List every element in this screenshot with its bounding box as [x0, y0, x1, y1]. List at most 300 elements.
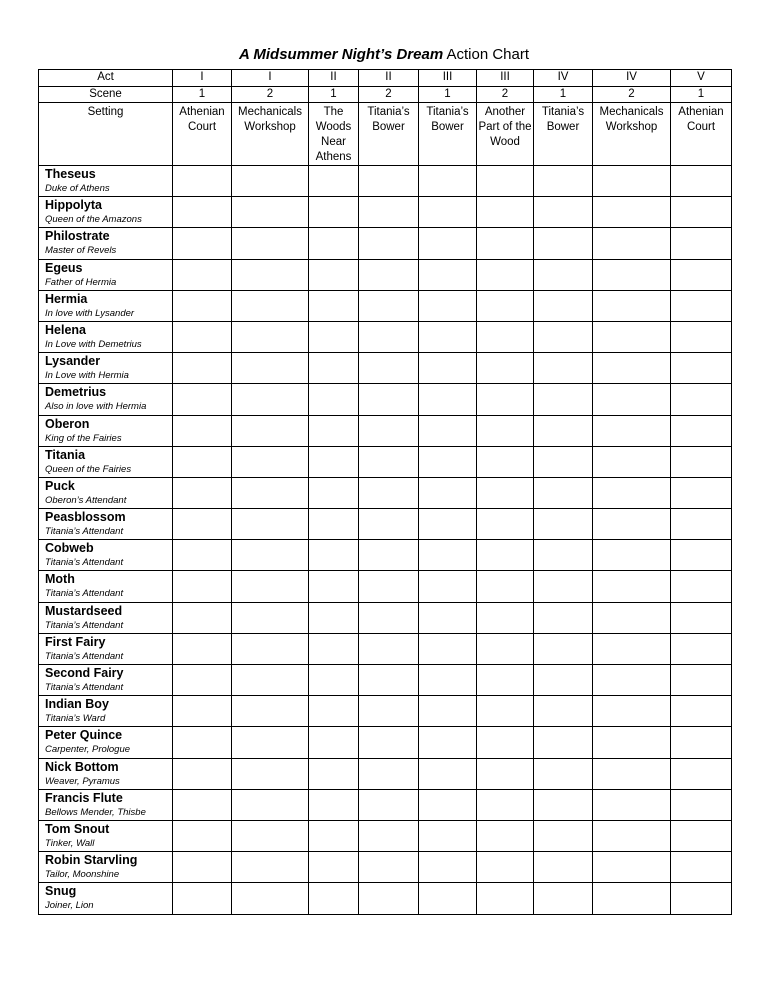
scene-check-cell[interactable] — [309, 353, 359, 384]
scene-check-cell[interactable] — [419, 446, 477, 477]
act-cell: II — [309, 70, 359, 87]
scene-check-cell[interactable] — [477, 384, 534, 415]
scene-check-cell[interactable] — [309, 166, 359, 197]
scene-check-cell[interactable] — [232, 883, 309, 914]
scene-check-cell[interactable] — [359, 727, 419, 758]
scene-check-cell[interactable] — [419, 166, 477, 197]
scene-check-cell[interactable] — [173, 852, 232, 883]
scene-check-cell[interactable] — [359, 446, 419, 477]
scene-check-cell[interactable] — [419, 820, 477, 851]
scene-check-cell[interactable] — [477, 353, 534, 384]
scene-check-cell[interactable] — [309, 197, 359, 228]
character-row — [39, 166, 732, 197]
scene-check-cell[interactable] — [477, 321, 534, 352]
character-row — [39, 384, 732, 415]
scene-check-cell[interactable] — [232, 228, 309, 259]
scene-check-cell[interactable] — [232, 602, 309, 633]
scene-check-cell[interactable] — [309, 290, 359, 321]
scene-check-cell[interactable] — [309, 477, 359, 508]
scene-check-cell[interactable] — [534, 321, 593, 352]
scene-check-cell[interactable] — [359, 353, 419, 384]
scene-check-cell[interactable] — [477, 446, 534, 477]
setting-cell: Athenian Court — [671, 103, 732, 166]
character-description: Titania’s Attendant — [45, 526, 124, 538]
character-cell — [39, 259, 173, 290]
scene-check-cell[interactable] — [671, 852, 732, 883]
character-row — [39, 290, 732, 321]
scene-check-cell[interactable] — [593, 571, 671, 602]
scene-check-cell[interactable] — [359, 290, 419, 321]
scene-check-cell[interactable] — [359, 571, 419, 602]
scene-check-cell[interactable] — [359, 633, 419, 664]
scene-check-cell[interactable] — [359, 321, 419, 352]
character-description: Joiner, Lion — [45, 900, 94, 912]
scene-check-cell[interactable] — [671, 727, 732, 758]
character-cell — [39, 696, 173, 727]
character-description: Titania’s Attendant — [45, 557, 124, 569]
scene-check-cell[interactable] — [232, 509, 309, 540]
scene-check-cell[interactable] — [671, 415, 732, 446]
scene-check-cell[interactable] — [593, 259, 671, 290]
act-cell: III — [477, 70, 534, 87]
scene-check-cell[interactable] — [173, 353, 232, 384]
scene-check-cell[interactable] — [232, 477, 309, 508]
scene-check-cell[interactable] — [309, 446, 359, 477]
scene-check-cell[interactable] — [534, 353, 593, 384]
scene-check-cell[interactable] — [534, 228, 593, 259]
scene-check-cell[interactable] — [309, 509, 359, 540]
scene-check-cell[interactable] — [593, 696, 671, 727]
scene-check-cell[interactable] — [534, 789, 593, 820]
scene-check-cell[interactable] — [173, 228, 232, 259]
scene-check-cell[interactable] — [477, 633, 534, 664]
scene-check-cell[interactable] — [419, 758, 477, 789]
scene-check-cell[interactable] — [477, 571, 534, 602]
scene-check-cell[interactable] — [671, 446, 732, 477]
scene-check-cell[interactable] — [477, 696, 534, 727]
character-row — [39, 415, 732, 446]
setting-cell: Another Part of the Wood — [477, 103, 534, 166]
act-cell: IV — [534, 70, 593, 87]
character-row — [39, 353, 732, 384]
scene-check-cell[interactable] — [477, 602, 534, 633]
scene-check-cell[interactable] — [534, 602, 593, 633]
scene-check-cell[interactable] — [534, 290, 593, 321]
scene-check-cell[interactable] — [671, 290, 732, 321]
scene-check-cell[interactable] — [309, 665, 359, 696]
scene-check-cell[interactable] — [232, 290, 309, 321]
scene-check-cell[interactable] — [593, 290, 671, 321]
scene-check-cell[interactable] — [359, 166, 419, 197]
character-name: Philostrate — [45, 229, 110, 244]
scene-check-cell[interactable] — [671, 883, 732, 914]
scene-check-cell[interactable] — [173, 727, 232, 758]
character-description: Carpenter, Prologue — [45, 744, 131, 756]
scene-check-cell[interactable] — [309, 789, 359, 820]
character-cell — [39, 665, 173, 696]
scene-check-cell[interactable] — [671, 820, 732, 851]
scene-check-cell[interactable] — [534, 384, 593, 415]
character-name: Peasblossom — [45, 510, 126, 525]
scene-check-cell[interactable] — [593, 820, 671, 851]
scene-check-cell[interactable] — [671, 571, 732, 602]
scene-cell: 2 — [232, 86, 309, 103]
scene-check-cell[interactable] — [534, 477, 593, 508]
scene-check-cell[interactable] — [232, 820, 309, 851]
scene-check-cell[interactable] — [309, 384, 359, 415]
scene-cell: 1 — [419, 86, 477, 103]
scene-check-cell[interactable] — [671, 633, 732, 664]
scene-check-cell[interactable] — [477, 883, 534, 914]
scene-label: Scene — [39, 86, 173, 103]
scene-check-cell[interactable] — [477, 665, 534, 696]
scene-check-cell[interactable] — [419, 633, 477, 664]
scene-check-cell[interactable] — [477, 509, 534, 540]
scene-check-cell[interactable] — [477, 727, 534, 758]
scene-check-cell[interactable] — [232, 353, 309, 384]
scene-check-cell[interactable] — [671, 602, 732, 633]
character-row — [39, 602, 732, 633]
character-name: Robin Starvling — [45, 853, 138, 868]
scene-check-cell[interactable] — [593, 852, 671, 883]
scene-check-cell[interactable] — [671, 540, 732, 571]
scene-check-cell[interactable] — [534, 166, 593, 197]
scene-check-cell[interactable] — [593, 602, 671, 633]
character-description: Duke of Athens — [45, 183, 110, 194]
character-name: Tom Snout — [45, 821, 110, 836]
scene-check-cell[interactable] — [232, 665, 309, 696]
scene-check-cell[interactable] — [173, 883, 232, 914]
scene-check-cell[interactable] — [671, 228, 732, 259]
scene-check-cell[interactable] — [309, 758, 359, 789]
scene-check-cell[interactable] — [173, 665, 232, 696]
scene-check-cell[interactable] — [232, 727, 309, 758]
character-name: Cobweb — [45, 541, 94, 556]
scene-check-cell[interactable] — [359, 384, 419, 415]
scene-check-cell[interactable] — [593, 166, 671, 197]
scene-check-cell[interactable] — [309, 727, 359, 758]
scene-check-cell[interactable] — [593, 446, 671, 477]
scene-check-cell[interactable] — [593, 789, 671, 820]
scene-check-cell[interactable] — [593, 197, 671, 228]
scene-check-cell[interactable] — [232, 540, 309, 571]
scene-check-cell[interactable] — [419, 228, 477, 259]
scene-check-cell[interactable] — [173, 820, 232, 851]
scene-cell: 2 — [477, 86, 534, 103]
scene-check-cell[interactable] — [309, 228, 359, 259]
scene-check-cell[interactable] — [419, 852, 477, 883]
scene-check-cell[interactable] — [173, 290, 232, 321]
scene-check-cell[interactable] — [671, 384, 732, 415]
scene-cell: 1 — [309, 86, 359, 103]
scene-check-cell[interactable] — [359, 197, 419, 228]
scene-check-cell[interactable] — [419, 571, 477, 602]
scene-check-cell[interactable] — [232, 166, 309, 197]
scene-check-cell[interactable] — [534, 540, 593, 571]
character-cell — [39, 852, 173, 883]
scene-check-cell[interactable] — [232, 384, 309, 415]
scene-check-cell[interactable] — [477, 789, 534, 820]
scene-check-cell[interactable] — [359, 509, 419, 540]
scene-check-cell[interactable] — [534, 820, 593, 851]
scene-check-cell[interactable] — [173, 602, 232, 633]
character-cell — [39, 633, 173, 664]
scene-check-cell[interactable] — [419, 384, 477, 415]
scene-check-cell[interactable] — [671, 758, 732, 789]
scene-check-cell[interactable] — [173, 166, 232, 197]
scene-check-cell[interactable] — [593, 353, 671, 384]
act-cell: V — [671, 70, 732, 87]
scene-check-cell[interactable] — [671, 696, 732, 727]
scene-check-cell[interactable] — [419, 415, 477, 446]
setting-cell: The Woods Near Athens — [309, 103, 359, 166]
scene-check-cell[interactable] — [232, 789, 309, 820]
scene-check-cell[interactable] — [593, 228, 671, 259]
scene-check-cell[interactable] — [419, 665, 477, 696]
scene-check-cell[interactable] — [232, 571, 309, 602]
scene-check-cell[interactable] — [419, 540, 477, 571]
scene-check-cell[interactable] — [359, 228, 419, 259]
scene-check-cell[interactable] — [671, 477, 732, 508]
act-cell: I — [173, 70, 232, 87]
scene-check-cell[interactable] — [477, 758, 534, 789]
setting-row — [39, 103, 732, 166]
character-cell — [39, 446, 173, 477]
character-row — [39, 477, 732, 508]
character-row — [39, 228, 732, 259]
scene-check-cell[interactable] — [173, 384, 232, 415]
scene-check-cell[interactable] — [534, 259, 593, 290]
scene-check-cell[interactable] — [671, 509, 732, 540]
title-play-name: A Midsummer Night’s Dream — [238, 46, 444, 63]
scene-check-cell[interactable] — [232, 197, 309, 228]
scene-check-cell[interactable] — [671, 789, 732, 820]
character-cell — [39, 384, 173, 415]
scene-check-cell[interactable] — [419, 789, 477, 820]
scene-check-cell[interactable] — [534, 633, 593, 664]
scene-check-cell[interactable] — [593, 758, 671, 789]
scene-check-cell[interactable] — [534, 727, 593, 758]
scene-check-cell[interactable] — [309, 820, 359, 851]
scene-check-cell[interactable] — [309, 259, 359, 290]
scene-check-cell[interactable] — [419, 696, 477, 727]
scene-check-cell[interactable] — [359, 415, 419, 446]
scene-check-cell[interactable] — [419, 602, 477, 633]
character-name: First Fairy — [45, 634, 106, 649]
scene-check-cell[interactable] — [477, 477, 534, 508]
scene-check-cell[interactable] — [477, 415, 534, 446]
character-description: Master of Revels — [45, 245, 117, 257]
character-row — [39, 446, 732, 477]
scene-check-cell[interactable] — [309, 415, 359, 446]
character-description: Titania’s Attendant — [45, 619, 124, 631]
act-cell: III — [419, 70, 477, 87]
scene-check-cell[interactable] — [534, 758, 593, 789]
character-description: Tailor, Moonshine — [45, 869, 120, 881]
scene-check-cell[interactable] — [671, 321, 732, 352]
scene-check-cell[interactable] — [671, 353, 732, 384]
scene-check-cell[interactable] — [173, 696, 232, 727]
scene-check-cell[interactable] — [534, 415, 593, 446]
scene-check-cell[interactable] — [477, 197, 534, 228]
scene-check-cell[interactable] — [534, 571, 593, 602]
scene-check-cell[interactable] — [477, 290, 534, 321]
scene-check-cell[interactable] — [534, 883, 593, 914]
scene-check-cell[interactable] — [359, 758, 419, 789]
scene-check-cell[interactable] — [534, 852, 593, 883]
scene-check-cell[interactable] — [534, 509, 593, 540]
character-description: Oberon’s Attendant — [45, 494, 127, 506]
scene-check-cell[interactable] — [671, 166, 732, 197]
character-cell — [39, 789, 173, 820]
scene-check-cell[interactable] — [477, 166, 534, 197]
character-description: In love with Lysander — [45, 307, 135, 319]
character-description: Weaver, Pyramus — [45, 775, 120, 787]
character-cell — [39, 415, 173, 446]
scene-check-cell[interactable] — [309, 883, 359, 914]
character-name: Moth — [45, 572, 75, 587]
scene-check-cell[interactable] — [359, 789, 419, 820]
scene-check-cell[interactable] — [593, 633, 671, 664]
chart-title — [0, 46, 768, 64]
scene-check-cell[interactable] — [232, 321, 309, 352]
scene-check-cell[interactable] — [419, 353, 477, 384]
character-row — [39, 758, 732, 789]
scene-check-cell[interactable] — [593, 540, 671, 571]
scene-check-cell[interactable] — [534, 197, 593, 228]
scene-check-cell[interactable] — [593, 665, 671, 696]
character-row — [39, 633, 732, 664]
scene-check-cell[interactable] — [309, 540, 359, 571]
character-row — [39, 321, 732, 352]
character-description: King of the Fairies — [45, 432, 122, 444]
scene-check-cell[interactable] — [593, 415, 671, 446]
scene-check-cell[interactable] — [477, 540, 534, 571]
scene-check-cell[interactable] — [419, 727, 477, 758]
scene-check-cell[interactable] — [359, 852, 419, 883]
scene-check-cell[interactable] — [232, 446, 309, 477]
scene-check-cell[interactable] — [534, 665, 593, 696]
character-row — [39, 540, 732, 571]
scene-cell: 1 — [671, 86, 732, 103]
setting-label: Setting — [39, 103, 173, 166]
character-name: Hippolyta — [45, 198, 102, 213]
character-row — [39, 665, 732, 696]
scene-check-cell[interactable] — [173, 758, 232, 789]
scene-check-cell[interactable] — [419, 883, 477, 914]
scene-check-cell[interactable] — [593, 727, 671, 758]
scene-check-cell[interactable] — [419, 321, 477, 352]
character-row — [39, 727, 732, 758]
setting-cell: Titania’s Bower — [419, 103, 477, 166]
scene-check-cell[interactable] — [671, 259, 732, 290]
character-cell — [39, 290, 173, 321]
scene-check-cell[interactable] — [173, 477, 232, 508]
scene-check-cell[interactable] — [534, 696, 593, 727]
character-name: Mustardseed — [45, 603, 123, 618]
character-description: Titania’s Attendant — [45, 650, 124, 662]
scene-check-cell[interactable] — [359, 820, 419, 851]
character-cell — [39, 228, 173, 259]
scene-check-cell[interactable] — [309, 321, 359, 352]
scene-check-cell[interactable] — [359, 883, 419, 914]
scene-check-cell[interactable] — [173, 446, 232, 477]
scene-check-cell[interactable] — [232, 633, 309, 664]
scene-check-cell[interactable] — [173, 571, 232, 602]
scene-check-cell[interactable] — [477, 852, 534, 883]
act-row — [39, 70, 732, 87]
scene-check-cell[interactable] — [477, 228, 534, 259]
scene-check-cell[interactable] — [419, 509, 477, 540]
scene-check-cell[interactable] — [173, 197, 232, 228]
scene-check-cell[interactable] — [309, 696, 359, 727]
scene-check-cell[interactable] — [534, 446, 593, 477]
scene-check-cell[interactable] — [173, 259, 232, 290]
scene-check-cell[interactable] — [173, 540, 232, 571]
character-name: Titania — [45, 447, 86, 462]
scene-check-cell[interactable] — [232, 852, 309, 883]
scene-check-cell[interactable] — [309, 602, 359, 633]
character-row — [39, 571, 732, 602]
scene-check-cell[interactable] — [359, 696, 419, 727]
scene-check-cell[interactable] — [477, 820, 534, 851]
scene-check-cell[interactable] — [671, 197, 732, 228]
scene-check-cell[interactable] — [309, 633, 359, 664]
scene-check-cell[interactable] — [232, 758, 309, 789]
scene-check-cell[interactable] — [309, 571, 359, 602]
scene-check-cell[interactable] — [419, 290, 477, 321]
scene-cell: 1 — [173, 86, 232, 103]
scene-check-cell[interactable] — [173, 509, 232, 540]
act-cell: I — [232, 70, 309, 87]
scene-check-cell[interactable] — [173, 415, 232, 446]
scene-cell: 2 — [359, 86, 419, 103]
scene-check-cell[interactable] — [173, 633, 232, 664]
character-description: In Love with Hermia — [45, 370, 129, 382]
scene-check-cell[interactable] — [477, 259, 534, 290]
scene-check-cell[interactable] — [593, 321, 671, 352]
scene-check-cell[interactable] — [232, 415, 309, 446]
scene-check-cell[interactable] — [173, 789, 232, 820]
scene-check-cell[interactable] — [593, 509, 671, 540]
scene-check-cell[interactable] — [359, 540, 419, 571]
scene-check-cell[interactable] — [593, 384, 671, 415]
scene-check-cell[interactable] — [359, 665, 419, 696]
character-description: Bellows Mender, Thisbe — [45, 806, 146, 818]
scene-check-cell[interactable] — [309, 852, 359, 883]
character-name: Theseus — [45, 167, 96, 181]
title-rest: Action Chart — [443, 46, 530, 63]
scene-check-cell[interactable] — [359, 602, 419, 633]
character-description: Also in love with Hermia — [45, 401, 147, 413]
character-description: Queen of the Fairies — [45, 463, 132, 475]
scene-check-cell[interactable] — [232, 259, 309, 290]
scene-check-cell[interactable] — [593, 477, 671, 508]
character-name: Demetrius — [45, 385, 107, 400]
scene-check-cell[interactable] — [232, 696, 309, 727]
scene-check-cell[interactable] — [419, 477, 477, 508]
scene-check-cell[interactable] — [593, 883, 671, 914]
scene-check-cell[interactable] — [359, 259, 419, 290]
character-name: Second Fairy — [45, 666, 124, 680]
character-description: In Love with Demetrius — [45, 338, 142, 350]
scene-check-cell[interactable] — [419, 259, 477, 290]
scene-check-cell[interactable] — [359, 477, 419, 508]
scene-check-cell[interactable] — [173, 321, 232, 352]
scene-check-cell[interactable] — [419, 197, 477, 228]
character-cell — [39, 602, 173, 633]
scene-check-cell[interactable] — [671, 665, 732, 696]
